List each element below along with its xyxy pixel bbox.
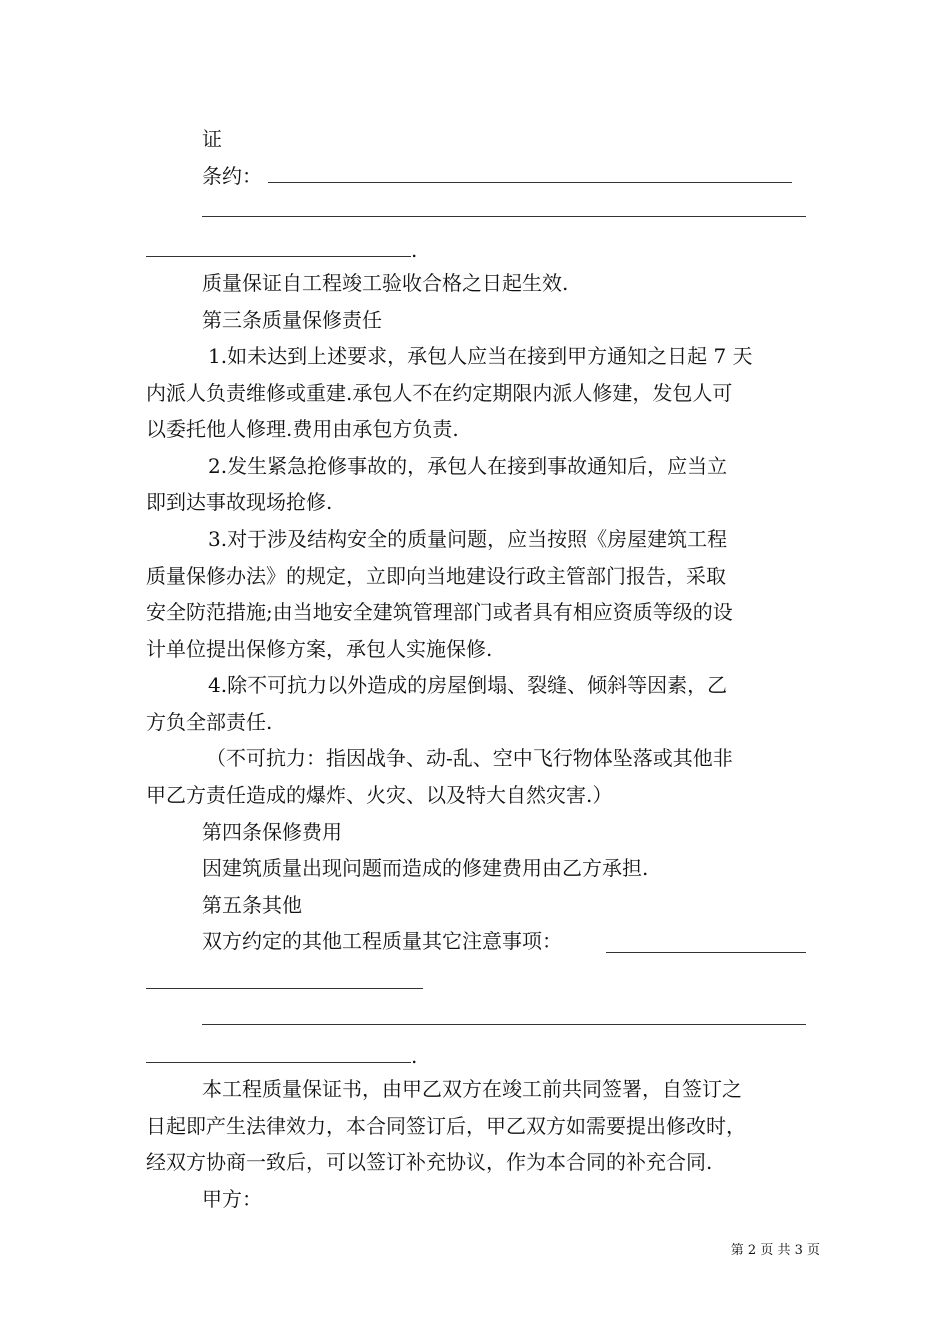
text-line: 1.如未达到上述要求，承包人应当在接到甲方通知之日起 7 天 bbox=[208, 344, 753, 368]
text-line: 日起即产生法律效力，本合同签订后，甲乙双方如需要提出修改时， bbox=[146, 1114, 746, 1138]
text-line: 以委托他人修理.费用由承包方负责. bbox=[146, 417, 459, 441]
text-line: 甲乙方责任造成的爆炸、火灾、以及特大自然灾害.） bbox=[146, 783, 613, 807]
signature-label: 甲方： bbox=[202, 1187, 262, 1211]
text-line: 方负全部责任. bbox=[146, 710, 273, 734]
section-heading: 第五条其他 bbox=[202, 893, 302, 917]
text-line: . bbox=[411, 238, 418, 262]
blank-underline bbox=[146, 988, 423, 989]
text-line: 计单位提出保修方案，承包人实施保修. bbox=[146, 637, 493, 661]
text-line: 本工程质量保证书，由甲乙双方在竣工前共同签署，自签订之 bbox=[202, 1077, 742, 1101]
text-line: 条约： bbox=[202, 164, 262, 188]
text-line: 双方约定的其他工程质量其它注意事项： bbox=[202, 929, 562, 953]
text-line: 经双方协商一致后，可以签订补充协议，作为本合同的补充合同. bbox=[146, 1150, 713, 1174]
text-line: 内派人负责维修或重建.承包人不在约定期限内派人修建，发包人可 bbox=[146, 381, 733, 405]
blank-underline bbox=[202, 216, 806, 217]
text-line: 质量保证自工程竣工验收合格之日起生效. bbox=[202, 271, 569, 295]
blank-underline bbox=[202, 1024, 806, 1025]
text-line: 质量保修办法》的规定，立即向当地建设行政主管部门报告，采取 bbox=[146, 564, 726, 588]
blank-underline bbox=[146, 1062, 411, 1063]
text-line: 因建筑质量出现问题而造成的修建费用由乙方承担. bbox=[202, 856, 649, 880]
text-line: 安全防范措施;由当地安全建筑管理部门或者具有相应资质等级的设 bbox=[146, 600, 733, 624]
text-line: 4.除不可抗力以外造成的房屋倒塌、裂缝、倾斜等因素，乙 bbox=[208, 673, 728, 697]
blank-underline bbox=[146, 256, 411, 257]
text-line: 2.发生紧急抢修事故的，承包人在接到事故通知后，应当立 bbox=[208, 454, 728, 478]
text-line: . bbox=[411, 1044, 418, 1068]
section-heading: 第四条保修费用 bbox=[202, 820, 342, 844]
text-line: （不可抗力：指因战争、动-乱、空中飞行物体坠落或其他非 bbox=[206, 746, 733, 770]
text-line: 即到达事故现场抢修. bbox=[146, 490, 333, 514]
text-line: 3.对于涉及结构安全的质量问题，应当按照《房屋建筑工程 bbox=[208, 527, 728, 551]
blank-underline bbox=[268, 182, 792, 183]
page-number: 第 2 页 共 3 页 bbox=[730, 1243, 820, 1258]
blank-underline bbox=[606, 952, 806, 953]
section-heading: 第三条质量保修责任 bbox=[202, 308, 382, 332]
text-line: 证 bbox=[202, 127, 222, 151]
